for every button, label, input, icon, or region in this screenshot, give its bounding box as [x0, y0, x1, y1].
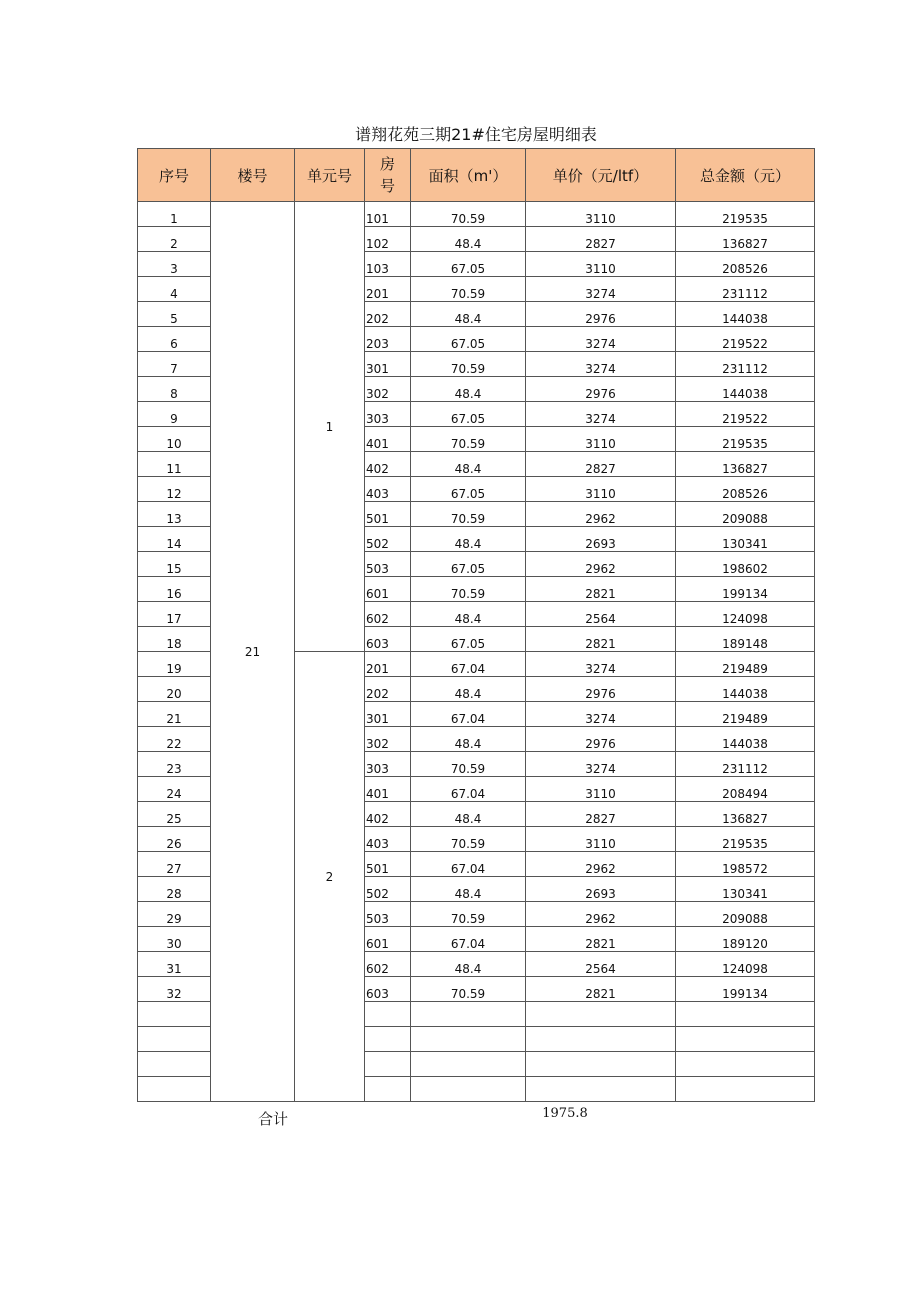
price-cell: 2962	[526, 902, 676, 927]
price-cell: 2976	[526, 677, 676, 702]
area-cell: 67.05	[411, 552, 526, 577]
area-cell: 67.04	[411, 852, 526, 877]
price-cell: 2827	[526, 452, 676, 477]
amount-cell: 130341	[676, 877, 815, 902]
price-cell	[526, 1052, 676, 1077]
area-cell: 67.05	[411, 627, 526, 652]
amount-cell: 144038	[676, 302, 815, 327]
price-cell: 2821	[526, 927, 676, 952]
area-cell: 48.4	[411, 377, 526, 402]
area-cell: 70.59	[411, 827, 526, 852]
unit-cell: 1	[295, 202, 365, 652]
seq-cell: 8	[138, 377, 211, 402]
amount-cell: 199134	[676, 577, 815, 602]
area-cell	[411, 1052, 526, 1077]
area-cell: 70.59	[411, 902, 526, 927]
price-cell: 3110	[526, 252, 676, 277]
seq-cell: 12	[138, 477, 211, 502]
amount-cell	[676, 1027, 815, 1052]
header-row	[138, 149, 815, 202]
amount-cell: 231112	[676, 752, 815, 777]
area-cell: 48.4	[411, 877, 526, 902]
price-cell: 2693	[526, 877, 676, 902]
room-cell: 402	[365, 802, 411, 827]
room-cell: 601	[365, 577, 411, 602]
price-cell: 2827	[526, 227, 676, 252]
price-cell: 3110	[526, 202, 676, 227]
area-cell: 48.4	[411, 952, 526, 977]
room-cell: 302	[365, 377, 411, 402]
price-cell	[526, 1077, 676, 1102]
amount-cell: 208526	[676, 477, 815, 502]
seq-cell: 5	[138, 302, 211, 327]
area-cell: 67.05	[411, 327, 526, 352]
room-cell: 301	[365, 702, 411, 727]
amount-cell: 136827	[676, 452, 815, 477]
amount-cell: 219489	[676, 702, 815, 727]
price-cell: 2821	[526, 627, 676, 652]
area-cell	[411, 1077, 526, 1102]
seq-cell	[138, 1002, 211, 1027]
price-cell: 3274	[526, 652, 676, 677]
room-cell: 202	[365, 677, 411, 702]
header-area: 面积（m'）	[411, 149, 526, 202]
amount-cell: 231112	[676, 352, 815, 377]
area-cell: 48.4	[411, 452, 526, 477]
price-cell: 2564	[526, 952, 676, 977]
area-cell: 67.04	[411, 702, 526, 727]
seq-cell: 28	[138, 877, 211, 902]
amount-cell: 219535	[676, 827, 815, 852]
room-cell: 502	[365, 527, 411, 552]
header-room	[365, 149, 411, 202]
room-cell: 302	[365, 727, 411, 752]
price-cell: 2564	[526, 602, 676, 627]
room-cell: 301	[365, 352, 411, 377]
room-cell: 103	[365, 252, 411, 277]
room-cell	[365, 1052, 411, 1077]
area-cell: 70.59	[411, 352, 526, 377]
area-cell: 67.04	[411, 652, 526, 677]
amount-cell: 136827	[676, 802, 815, 827]
area-cell: 48.4	[411, 677, 526, 702]
area-cell: 67.05	[411, 477, 526, 502]
price-cell: 2976	[526, 302, 676, 327]
price-cell: 2827	[526, 802, 676, 827]
header-seq: 序号	[138, 149, 211, 202]
price-cell: 2693	[526, 527, 676, 552]
seq-cell: 1	[138, 202, 211, 227]
seq-cell: 23	[138, 752, 211, 777]
price-cell: 3274	[526, 402, 676, 427]
room-cell: 503	[365, 552, 411, 577]
seq-cell: 19	[138, 652, 211, 677]
room-cell	[365, 1077, 411, 1102]
price-cell: 3110	[526, 827, 676, 852]
header-price: 单价（元/ltf）	[526, 149, 676, 202]
amount-cell: 208526	[676, 252, 815, 277]
seq-cell: 27	[138, 852, 211, 877]
price-cell: 3274	[526, 327, 676, 352]
amount-cell: 124098	[676, 952, 815, 977]
header-unit: 单元号	[295, 149, 365, 202]
area-cell: 70.59	[411, 977, 526, 1002]
price-cell: 2821	[526, 977, 676, 1002]
seq-cell: 11	[138, 452, 211, 477]
seq-cell: 21	[138, 702, 211, 727]
seq-cell	[138, 1027, 211, 1052]
area-cell: 67.05	[411, 402, 526, 427]
area-cell: 48.4	[411, 802, 526, 827]
seq-cell: 2	[138, 227, 211, 252]
seq-cell: 29	[138, 902, 211, 927]
room-cell: 502	[365, 877, 411, 902]
area-cell: 70.59	[411, 202, 526, 227]
amount-cell: 189148	[676, 627, 815, 652]
room-cell: 201	[365, 277, 411, 302]
seq-cell: 17	[138, 602, 211, 627]
amount-cell: 219535	[676, 202, 815, 227]
room-cell: 201	[365, 652, 411, 677]
seq-cell: 6	[138, 327, 211, 352]
area-cell: 70.59	[411, 502, 526, 527]
seq-cell: 31	[138, 952, 211, 977]
seq-cell: 4	[138, 277, 211, 302]
area-cell: 67.04	[411, 777, 526, 802]
price-cell: 3274	[526, 277, 676, 302]
seq-cell: 24	[138, 777, 211, 802]
price-cell	[526, 1002, 676, 1027]
seq-cell: 25	[138, 802, 211, 827]
room-cell: 601	[365, 927, 411, 952]
room-cell	[365, 1027, 411, 1052]
header-building: 楼号	[211, 149, 295, 202]
room-cell: 503	[365, 902, 411, 927]
price-cell: 3274	[526, 352, 676, 377]
room-cell: 402	[365, 452, 411, 477]
table-body	[138, 202, 815, 1102]
area-cell: 70.59	[411, 577, 526, 602]
room-cell: 401	[365, 777, 411, 802]
area-cell	[411, 1027, 526, 1052]
seq-cell: 9	[138, 402, 211, 427]
room-cell: 101	[365, 202, 411, 227]
room-cell: 202	[365, 302, 411, 327]
amount-cell: 219522	[676, 327, 815, 352]
amount-cell: 199134	[676, 977, 815, 1002]
price-cell	[526, 1027, 676, 1052]
room-cell	[365, 1002, 411, 1027]
area-cell: 70.59	[411, 277, 526, 302]
table-row	[138, 202, 815, 227]
room-cell: 602	[365, 952, 411, 977]
price-cell: 3110	[526, 427, 676, 452]
price-cell: 2821	[526, 577, 676, 602]
amount-cell: 209088	[676, 502, 815, 527]
price-cell: 3274	[526, 752, 676, 777]
room-cell: 403	[365, 477, 411, 502]
price-cell: 3110	[526, 777, 676, 802]
amount-cell: 124098	[676, 602, 815, 627]
housing-table	[137, 148, 815, 1102]
seq-cell: 30	[138, 927, 211, 952]
amount-cell	[676, 1052, 815, 1077]
seq-cell: 15	[138, 552, 211, 577]
seq-cell: 16	[138, 577, 211, 602]
area-cell: 48.4	[411, 727, 526, 752]
amount-cell: 198602	[676, 552, 815, 577]
seq-cell	[138, 1077, 211, 1102]
room-cell: 501	[365, 502, 411, 527]
amount-cell: 209088	[676, 902, 815, 927]
area-cell: 48.4	[411, 227, 526, 252]
room-cell: 303	[365, 402, 411, 427]
amount-cell: 208494	[676, 777, 815, 802]
room-cell: 102	[365, 227, 411, 252]
area-cell: 48.4	[411, 602, 526, 627]
price-cell: 3274	[526, 702, 676, 727]
amount-cell: 198572	[676, 852, 815, 877]
header-total: 总金额（元）	[676, 149, 815, 202]
price-cell: 2976	[526, 727, 676, 752]
amount-cell	[676, 1077, 815, 1102]
seq-cell: 7	[138, 352, 211, 377]
room-cell: 401	[365, 427, 411, 452]
room-cell: 303	[365, 752, 411, 777]
room-cell: 603	[365, 627, 411, 652]
price-cell: 2962	[526, 852, 676, 877]
area-cell	[411, 1002, 526, 1027]
price-cell: 2976	[526, 377, 676, 402]
price-cell: 2962	[526, 502, 676, 527]
price-cell: 2962	[526, 552, 676, 577]
seq-cell: 13	[138, 502, 211, 527]
amount-cell: 130341	[676, 527, 815, 552]
header-room-text: 房号	[379, 155, 395, 195]
room-cell: 501	[365, 852, 411, 877]
amount-cell: 219535	[676, 427, 815, 452]
area-cell: 48.4	[411, 302, 526, 327]
room-cell: 203	[365, 327, 411, 352]
seq-cell: 26	[138, 827, 211, 852]
seq-cell: 20	[138, 677, 211, 702]
area-cell: 67.04	[411, 927, 526, 952]
page-title: 谱翔花苑三期21#住宅房屋明细表	[355, 125, 597, 144]
seq-cell: 10	[138, 427, 211, 452]
total-value: 1975.8	[542, 1106, 588, 1121]
total-label: 合计	[257, 1110, 288, 1128]
area-cell: 70.59	[411, 427, 526, 452]
amount-cell: 144038	[676, 727, 815, 752]
amount-cell: 189120	[676, 927, 815, 952]
room-cell: 602	[365, 602, 411, 627]
price-cell: 3110	[526, 477, 676, 502]
seq-cell: 32	[138, 977, 211, 1002]
room-cell: 603	[365, 977, 411, 1002]
seq-cell	[138, 1052, 211, 1077]
building-cell: 21	[211, 202, 295, 1102]
amount-cell: 219489	[676, 652, 815, 677]
amount-cell: 231112	[676, 277, 815, 302]
area-cell: 48.4	[411, 527, 526, 552]
seq-cell: 3	[138, 252, 211, 277]
amount-cell: 144038	[676, 677, 815, 702]
area-cell: 70.59	[411, 752, 526, 777]
seq-cell: 14	[138, 527, 211, 552]
amount-cell: 136827	[676, 227, 815, 252]
seq-cell: 18	[138, 627, 211, 652]
area-cell: 67.05	[411, 252, 526, 277]
amount-cell	[676, 1002, 815, 1027]
unit-cell: 2	[295, 652, 365, 1102]
amount-cell: 144038	[676, 377, 815, 402]
amount-cell: 219522	[676, 402, 815, 427]
seq-cell: 22	[138, 727, 211, 752]
room-cell: 403	[365, 827, 411, 852]
